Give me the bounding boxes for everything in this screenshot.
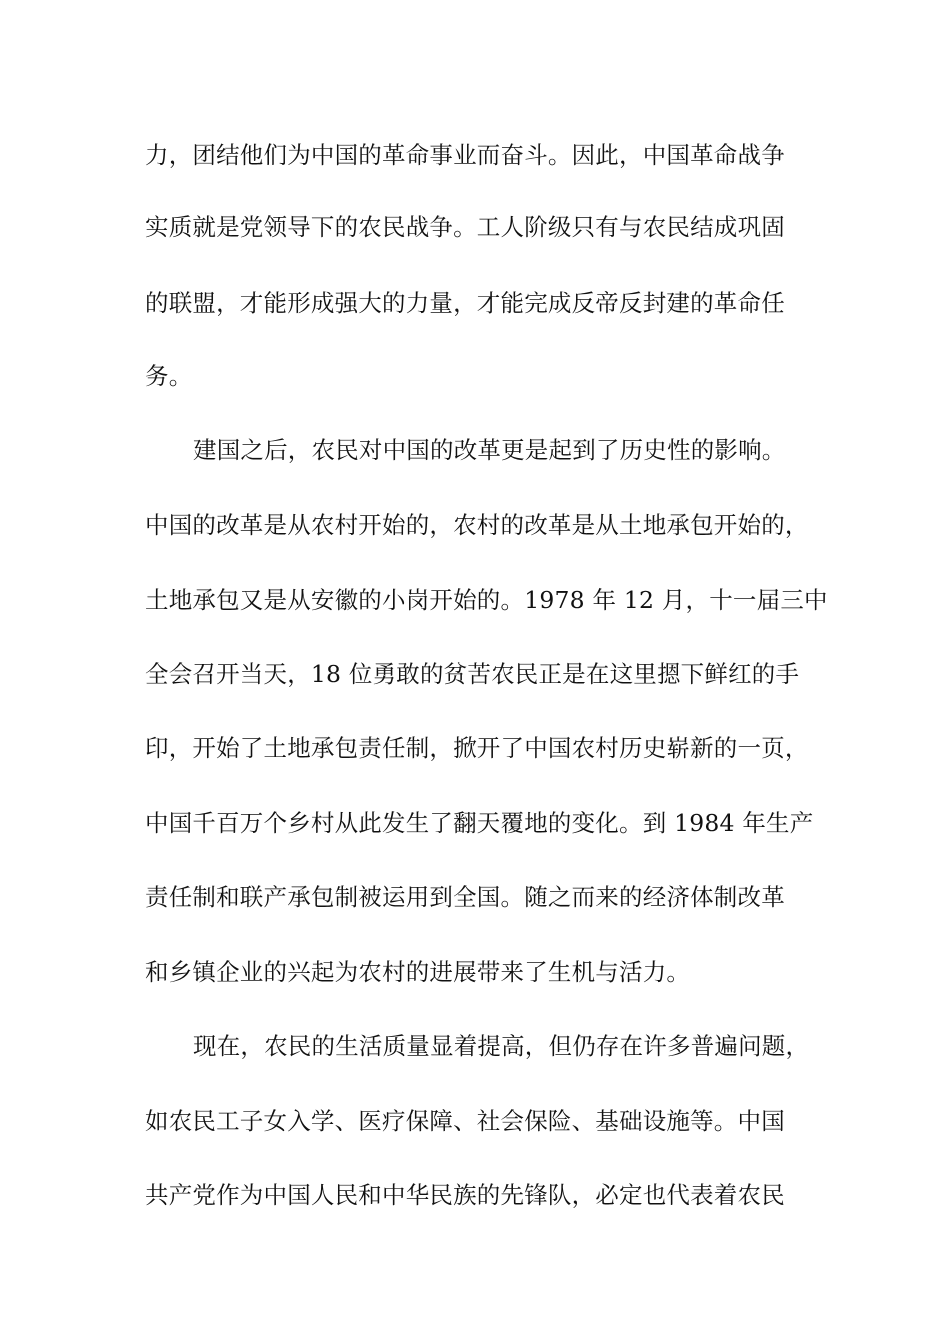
text-line: 力，团结他们为中国的革命事业而奋斗。因此，中国革命战争 [145, 141, 785, 169]
text-line: 实质就是党领导下的农民战争。工人阶级只有与农民结成巩固 [145, 213, 785, 241]
text-line: 务。 [145, 362, 193, 390]
text-line: 如农民工子女入学、医疗保障、社会保险、基础设施等。中国 [145, 1107, 785, 1135]
text-line: 全会召开当天，18 位勇敢的贫苦农民正是在这里摁下鲜红的手 [145, 660, 800, 688]
text-line: 的联盟，才能形成强大的力量，才能完成反帝反封建的革命任 [145, 289, 785, 317]
text-line: 和乡镇企业的兴起为农村的进展带来了生机与活力。 [145, 958, 691, 986]
text-line: 土地承包又是从安徽的小岗开始的。1978 年 12 月，十一届三中 [145, 586, 828, 614]
text-line: 中国千百万个乡村从此发生了翻天覆地的变化。到 1984 年生产 [145, 809, 814, 837]
paragraph-first-line: 现在，农民的生活质量显着提高，但仍存在许多普遍问题， [193, 1032, 810, 1060]
text-line: 责任制和联产承包制被运用到全国。随之而来的经济体制改革 [145, 883, 785, 911]
text-line: 中国的改革是从农村开始的，农村的改革是从土地承包开始的， [145, 511, 809, 539]
text-line: 印，开始了土地承包责任制，掀开了中国农村历史崭新的一页， [145, 734, 809, 762]
text-line: 共产党作为中国人民和中华民族的先锋队，必定也代表着农民 [145, 1181, 785, 1209]
paragraph-first-line: 建国之后，农民对中国的改革更是起到了历史性的影响。 [193, 436, 786, 464]
